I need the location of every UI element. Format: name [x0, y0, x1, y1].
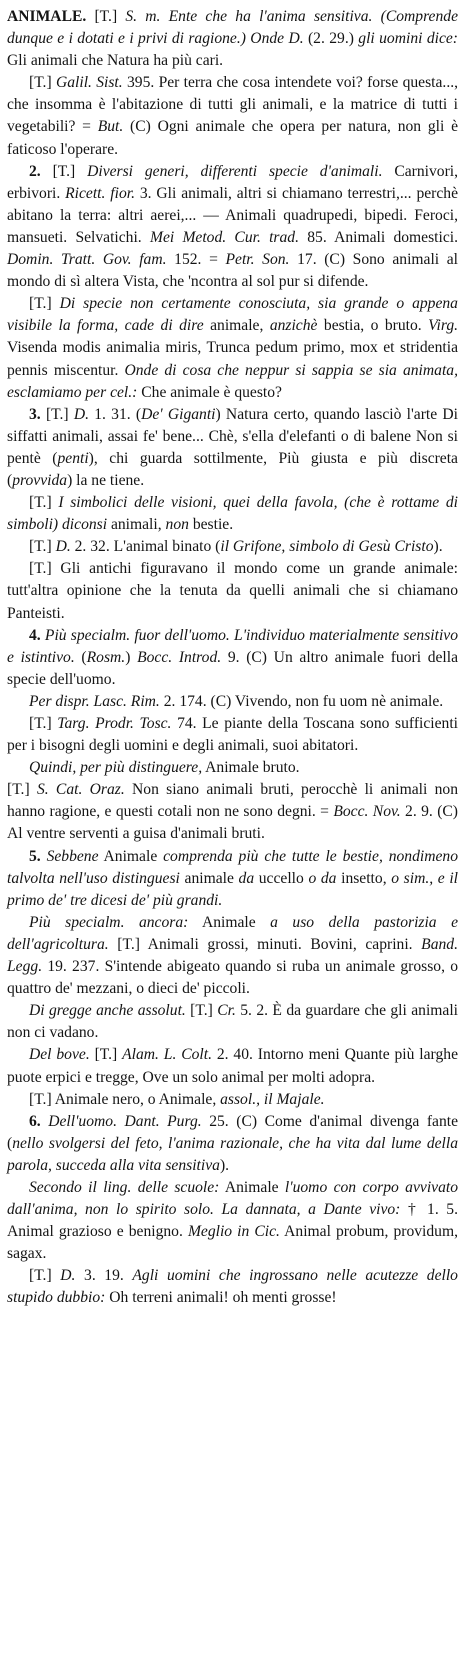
text-segment: 19. 237. S'intende abigeato quando si ruba un animale grosso, o quattro de' mezzani, o dieci de' piccoli. [7, 958, 458, 998]
entry-paragraph [7, 1000, 458, 1044]
italic-text: Ricett. fior. [65, 184, 135, 202]
text-segment: † 1. 5. Animal grazioso e benigno. [7, 1201, 458, 1241]
text-segment: 3. Gli animali, altri si chiamano terrestri,... perchè abitano la terra: altri aerei,... — Animali quadrupedi, bipedi. Feroci, mansueti. Selvatichi. [7, 184, 458, 246]
italic-text: Diversi generi, differenti specie d'animali. [87, 162, 383, 180]
italic-text: o sim., e il primo de' tre dicesi de' più grandi. [7, 869, 458, 909]
entry-paragraph [7, 404, 458, 492]
italic-text: S. Cat. Oraz. [36, 781, 125, 799]
text-segment: 17. (C) Sono animali al mondo di sì altera Vista, che 'ncontra al sol pur si difende. [7, 251, 459, 291]
italic-text: Mei Metod. Cur. trad. [149, 228, 299, 246]
italic-text: penti [57, 449, 89, 467]
text-segment: ) la ne tiene. [67, 471, 145, 489]
text-segment: 2. 32. L'animal binato ( [70, 538, 221, 556]
text-segment: Oh terreni animali! oh menti grosse! [105, 1289, 337, 1307]
text-segment: bestie. [188, 516, 234, 534]
italic-text: nello svolgersi del feto, l'anima razionale, che ha vita dal lume della parola, succeda alla vita sensitiva [7, 1134, 458, 1174]
italic-text: Bocc. Nov. [333, 803, 401, 821]
entry-paragraph [7, 558, 458, 624]
text-segment: [T.] [7, 781, 37, 799]
italic-text: provvida [12, 471, 68, 489]
text-segment: [T.] [29, 715, 58, 732]
italic-text: Rosm. [86, 648, 126, 666]
italic-text: D. [60, 1267, 76, 1285]
text-segment: 25. (C) Come d'animal divenga fante ( [7, 1112, 459, 1152]
italic-text: a uso della pastorizia e dell'agricoltura. [7, 913, 458, 953]
italic-text: Bocc. Introd. [137, 648, 222, 666]
text-segment: (2. 29.) [307, 30, 359, 48]
text-segment: Animale [98, 847, 164, 865]
text-segment: animale, [203, 317, 270, 335]
italic-text: Secondo il ling. delle scuole: [29, 1178, 220, 1196]
text-segment: bestia, o bruto. [317, 317, 429, 335]
bold-text: 6. [29, 1112, 49, 1130]
italic-text: comprenda più che tutte le bestie, nondimeno talvolta nell'uso distinguesi [7, 847, 459, 887]
text-segment: ( [74, 648, 87, 666]
text-segment: ). [433, 538, 443, 556]
text-segment: Carnivori, erbivori. [7, 162, 459, 202]
entry-paragraph [7, 691, 458, 713]
text-segment: insetto, [336, 869, 392, 887]
text-segment: [T.] [29, 295, 60, 313]
italic-text: But. [97, 118, 124, 136]
text-segment: Animal probum, providum, sagax. [7, 1223, 458, 1263]
entry-paragraph [7, 713, 458, 757]
italic-text: Del bove. [29, 1046, 90, 1064]
entry-paragraph [7, 72, 458, 160]
entry-paragraph [7, 1177, 458, 1265]
italic-text: Domin. Tratt. Gov. fam. [7, 251, 167, 269]
entry-paragraph [7, 1044, 458, 1088]
italic-text: Di specie non certamente conosciuta, sia grande o appena visibile la forma, cade di dire [7, 295, 458, 335]
text-segment: [T.] Gli antichi figuravano il mondo come un grande animale: tutt'altra opinione che la tenuta da quelli animali che si chiamano Panteisti. [7, 560, 458, 622]
text-segment: [T.] [29, 494, 59, 512]
text-segment: 3. 19. [75, 1267, 133, 1285]
italic-text: non [165, 516, 189, 534]
text-segment: [T.] [29, 538, 56, 556]
italic-text: Alam. L. Colt. [122, 1046, 212, 1064]
bold-text: 2. [29, 162, 53, 180]
text-segment: Gli animali che Natura ha più cari. [7, 52, 224, 70]
text-segment: 2. 40. Intorno meni Quante più larghe puote erpici e tregge, Ove un solo animal per molti adopra. [7, 1046, 458, 1086]
italic-text: Di gregge anche assolut. [29, 1002, 186, 1020]
italic-text: l'uomo con corpo avvivato dall'anima, non lo spirito solo. La dannata, a Dante vivo: [7, 1178, 459, 1219]
text-segment: Animale [188, 913, 271, 931]
text-segment: [T.] Animale nero, o Animale, [29, 1090, 221, 1108]
bold-text: ANIMALE. [7, 8, 87, 25]
text-segment: [T.] [86, 8, 126, 25]
italic-text: D. [73, 405, 89, 423]
text-segment: uccello [254, 869, 309, 887]
text-segment: animale [179, 869, 239, 887]
text-segment: [T.] [29, 74, 56, 92]
entry-paragraph [7, 757, 458, 779]
italic-text: Virg. [428, 317, 459, 335]
italic-text: Band. Legg. [7, 935, 458, 976]
text-segment: [T.] [185, 1002, 218, 1020]
italic-text: il Grifone, simbolo di Gesù Cristo [220, 538, 434, 556]
italic-text: Targ. Prodr. Tosc. [57, 715, 172, 732]
text-segment: 152. = [166, 251, 226, 269]
text-segment: 5. 2. È da guardare che gli animali non ci vadano. [7, 1002, 458, 1042]
italic-text: I simbolici delle visioni, quei della favola, (che è rottame di simboli) diconsi [7, 494, 458, 534]
italic-text: De' Giganti [141, 405, 216, 423]
text-segment: ), chi guarda sottilmente, Più giusta e più discreta ( [7, 449, 458, 489]
text-segment: [T.] [89, 1046, 123, 1064]
entry-paragraph [7, 1089, 458, 1111]
entry-paragraph [7, 6, 458, 72]
entry-paragraph [7, 1111, 458, 1177]
text-segment: [T.] [29, 1267, 61, 1285]
text-segment: 74. Le piante della Toscana sono sufficienti per i bisogni degli uomini e degli animali, suoi abitatori. [7, 715, 458, 755]
italic-text: assol., il Majale. [220, 1090, 325, 1108]
bold-text: 4. [29, 626, 45, 644]
text-segment: ). [219, 1156, 230, 1174]
dictionary-entry-animale [7, 6, 458, 1310]
italic-text: gli uomini dice: [358, 30, 458, 48]
italic-text: Onde di cosa che neppur si sappia se sia animata, esclamiamo per cel.: [7, 361, 458, 401]
entry-paragraph [7, 846, 458, 912]
text-segment: 2. 9. (C) Al ventre serventi a guisa d'animali bruti. [7, 803, 458, 843]
text-segment: animali, [107, 516, 166, 534]
text-segment: Non siano animali bruti, perocchè li animali non hanno ragione, e questi cotali non ne sono degni. = [7, 781, 458, 821]
text-segment: ) Natura certo, quando lasciò l'arte Di siffatti animali, assai fe' bene... Chè, s'ella d'elefanti o di balene Non si pentè ( [7, 405, 458, 467]
entry-paragraph [7, 1265, 458, 1309]
text-segment: 9. (C) Un altro animale fuori della specie dell'uomo. [7, 648, 459, 688]
italic-text: Più specialm. ancora: [29, 913, 189, 931]
text-segment: Animale bruto. [202, 759, 300, 777]
entry-paragraph [7, 492, 458, 536]
italic-text: anzichè [269, 317, 318, 335]
italic-text: Meglio in Cic. [187, 1223, 280, 1241]
text-segment: [T.] Animali grossi, minuti. Bovini, caprini. [108, 935, 422, 953]
text-segment: 2. 174. (C) Vivendo, non fu uom nè animale. [159, 692, 444, 710]
italic-text: S. m. Ente che ha l'anima sensitiva. (Comprende dunque e i dotati e i privi di ragione.) Onde D. [7, 8, 458, 48]
entry-paragraph [7, 293, 458, 403]
italic-text: Per dispr. Lasc. Rim. [29, 692, 160, 710]
text-segment: Che animale è questo? [137, 383, 282, 401]
bold-text: 3. [29, 405, 46, 423]
italic-text: da [238, 869, 255, 887]
text-segment: [T.] [52, 162, 88, 180]
italic-text: Sebbene [46, 847, 99, 865]
entry-paragraph [7, 912, 458, 1000]
italic-text: Cr. [217, 1002, 236, 1020]
italic-text: Petr. Son. [225, 251, 290, 269]
italic-text: Più specialm. fuor dell'uomo. L'individuo materialmente sensitivo e istintivo. [7, 626, 459, 666]
italic-text: o da [308, 869, 337, 887]
text-segment: Animale [219, 1178, 285, 1196]
entry-paragraph [7, 161, 458, 294]
italic-text: Agli uomini che ingrossano nelle acutezze dello stupido dubbio: [7, 1267, 458, 1307]
entry-paragraph [7, 625, 458, 691]
italic-text: Galil. Sist. [55, 74, 123, 92]
italic-text: Dell'uomo. Dant. Purg. [48, 1112, 202, 1130]
text-segment: ) [125, 648, 138, 666]
entry-paragraph [7, 779, 458, 845]
italic-text: Quindi, per più distinguere, [29, 759, 203, 777]
text-segment: Visenda modis animalia miris, Trunca pedum primo, mox et stridentia pennis miscentur. [7, 339, 458, 379]
text-segment: (C) Ogni animale che opera per natura, non gli è faticoso l'operare. [7, 118, 458, 158]
text-segment: 85. Animali domestici. [299, 228, 458, 246]
text-segment: 395. Per terra che cosa intendete voi? forse questa..., che insomma è l'abitazione di tutti gli animali, e la matrice di tutti i vegetabili? = [7, 74, 459, 136]
bold-text: 5. [29, 847, 47, 865]
text-segment: [T.] [45, 405, 74, 423]
text-segment: 1. 31. ( [89, 405, 142, 423]
italic-text: D. [55, 538, 71, 556]
entry-paragraph [7, 536, 458, 558]
